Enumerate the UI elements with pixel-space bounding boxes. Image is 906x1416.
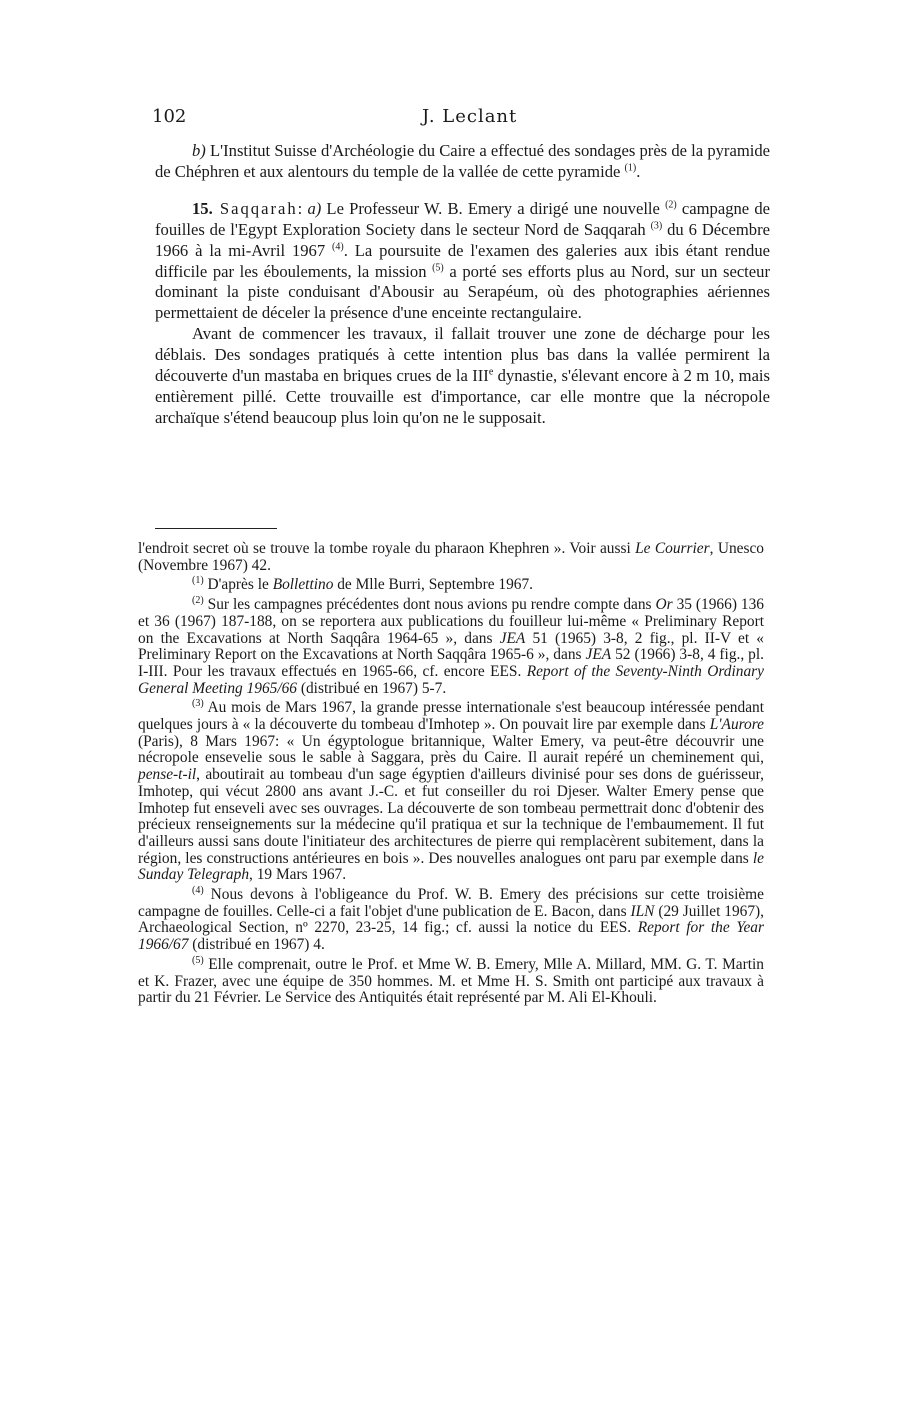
footnote-ref: (4) [332, 241, 344, 253]
paragraph-text: . [636, 161, 641, 181]
footnote-text: , Unesco (Novembre 1967) 42. [138, 540, 764, 574]
footnote-text: (distribué en 1967) 4. [188, 936, 325, 954]
footnote-italic: JEA [585, 646, 612, 664]
footnotes [138, 541, 764, 1007]
footnote-separator [155, 528, 277, 529]
paragraph-text: . La poursuite de l'examen des galeries aux ibis étant rendue difficile par les éboulements, la mission [155, 240, 771, 281]
footnote-italic: L'Aurore [709, 716, 764, 734]
footnote-italic: Or [655, 596, 673, 614]
footnote-text: 35 (1966) 136 et 36 (1967) 187-188, on se reportera aux publications du fouilleur lui-même « Preliminary Report on the Excavations at North Saqqâra 1964-65 », dans [138, 596, 764, 647]
footnote-text: (distribué en 1967) 5-7. [297, 679, 447, 697]
section-place: Saqqarah [212, 198, 298, 218]
paragraph-text: du 6 Décembre 1966 à la mi-Avril 1967 [155, 219, 770, 260]
footnote-text: Elle comprenait, outre le Prof. et Mme W. B. Emery, Mlle A. Millard, MM. G. T. Martin et K. Frazer, avec une équipe de 350 hommes. M. et Mme H. S. Smith ont participé aux travaux à partir du 21 Février. Le Service des Antiquités était représenté par M. Ali El-Khouli. [138, 955, 764, 1007]
footnote-ref: (3) [650, 220, 663, 232]
footnote-italic: Le Courrier [635, 540, 710, 557]
paragraph-text: a porté ses efforts plus au Nord, sur un secteur dominant la piste conduisant d'Abousir au Serapéum, où des photographies aériennes permettaient de déceler la présence d'une enceinte rectangulaire. [155, 261, 770, 323]
item-label: b) [192, 141, 206, 160]
footnote-italic: JEA [499, 629, 526, 647]
main-text [155, 141, 770, 429]
paragraph-mastaba [155, 324, 770, 429]
paragraph-text: dynastie, s'élevant encore à 2 m 10, mais entièrement pillé. Cette trouvaille est d'importance, car elle montre que la nécropole archaïque s'étend beaucoup plus loin qu'on ne le supposait. [155, 366, 770, 427]
footnote-number: (4) [192, 884, 204, 896]
paragraph-text: Avant de commencer les travaux, il fallait trouver une zone de décharge pour les déblais. Des sondages pratiqués à cette intention plus bas dans la vallée permirent la découverte d'un mastaba en briques crues de la III [155, 324, 770, 386]
footnote-text: 51 (1965) 3-8, 2 fig., pl. II-V et « Preliminary Report on the Excavations at North Saqqâra 1965-6 », dans [138, 629, 764, 664]
footnote-number: (2) [192, 594, 204, 606]
footnote-text: de Mlle Burri, Septembre 1967. [333, 576, 534, 594]
footnote-1 [138, 577, 764, 594]
page-header [152, 106, 772, 130]
footnote-2 [138, 594, 764, 697]
footnote-text: 52 (1966) 3-8, 4 fig., pl. I-III. Pour les travaux effectués en 1965-66, cf. encore EES. [138, 646, 764, 680]
footnote-text: (29 Juillet 1967), Archaeological Section, nº 2270, 23-25, 14 fig.; cf. aussi la notice du EES. [138, 902, 765, 937]
paragraph-text: L'Institut Suisse d'Archéologie du Caire a effectué des sondages près de la pyramide de Chéphren et aux alentours du temple de la vallée de cette pyramide [155, 141, 770, 181]
footnote-ref: (2) [665, 199, 677, 211]
footnote-text: D'après le [203, 576, 273, 594]
item-label: a) [307, 198, 322, 218]
superscript: e [488, 366, 494, 378]
footnote-text: (Paris), 8 Mars 1967: « Un égyptologue britannique, Walter Emery, va peut-être découvrir une nécropole ensevelie sous le sable à Saggara, près du Caire. Il aurait repéré un cheminement qui, [138, 732, 764, 767]
footnote-4 [138, 884, 765, 954]
footnote-3 [138, 700, 764, 884]
paragraph-text: Le Professeur W. B. Emery a dirigé une nouvelle [321, 198, 666, 218]
footnote-text: l'endroit secret où se trouve la tombe royale du pharaon Khephren ». Voir aussi [138, 540, 636, 557]
section-number: 15. [192, 198, 213, 218]
footnote-text: , 19 Mars 1967. [249, 866, 347, 884]
footnote-continuation [138, 541, 764, 574]
paragraph-saqqarah [155, 199, 770, 324]
paragraph-institut-suisse [155, 141, 770, 183]
footnote-italic: Report for the Year 1966/67 [138, 919, 764, 954]
footnote-italic: le Sunday Telegraph [138, 849, 764, 884]
footnote-number: (5) [192, 954, 204, 966]
footnote-number: (3) [192, 698, 204, 710]
running-head: J. Leclant [422, 106, 518, 127]
paragraph-text: : [297, 198, 308, 218]
page-number: 102 [152, 106, 187, 127]
footnote-text: Nous devons à l'obligeance du Prof. W. B. Emery des précisions sur cette troisième campagne de fouilles. Celle-ci a fait l'objet d'une publication de E. Bacon, dans [138, 886, 764, 920]
paragraph-text: campagne de fouilles de l'Egypt Exploration Society dans le secteur Nord de Saqqarah [155, 198, 771, 239]
footnote-text: Sur les campagnes précédentes dont nous avions pu rendre compte dans [203, 596, 656, 614]
footnote-italic: Bollettino [272, 576, 334, 594]
footnote-italic: Report of the Seventy-Ninth Ordinary General Meeting 1965/66 [138, 662, 764, 697]
footnote-5 [138, 954, 764, 1007]
footnote-ref: (1) [624, 162, 637, 174]
footnote-number: (1) [192, 575, 204, 587]
footnote-text: Au mois de Mars 1967, la grande presse internationale s'est beaucoup intéressée pendant quelques jours à « la découverte du tombeau d'Imhotep ». On pouvait lire par exemple dans [138, 699, 764, 734]
footnote-italic: ILN [630, 902, 655, 920]
footnote-text: , aboutirait au tombeau d'un sage égyptien d'ailleurs divinisé pour ses dons de guérisseur, Imhotep, qui vécut 2800 ans avant J.-C. et fut conseiller du roi Djeser. Walter Emery pense que Imhotep fut enseveli avec ses ouvrages. La découverte de son tombeau permettrait donc d'obtenir des précieux renseignements sur la médecine qu'il pratiqua et sur la technique de l'embaumement. Il fut d'ailleurs aussi sans doute l'initiateur des architectures de pierre qui remplacèrent subitement, dans la région, les constructions antérieures en bois ». Des nouvelles analogues ont paru par exemple dans [138, 766, 764, 867]
footnote-ref: (5) [432, 262, 444, 273]
footnote-italic: pense-t-il [138, 766, 197, 784]
